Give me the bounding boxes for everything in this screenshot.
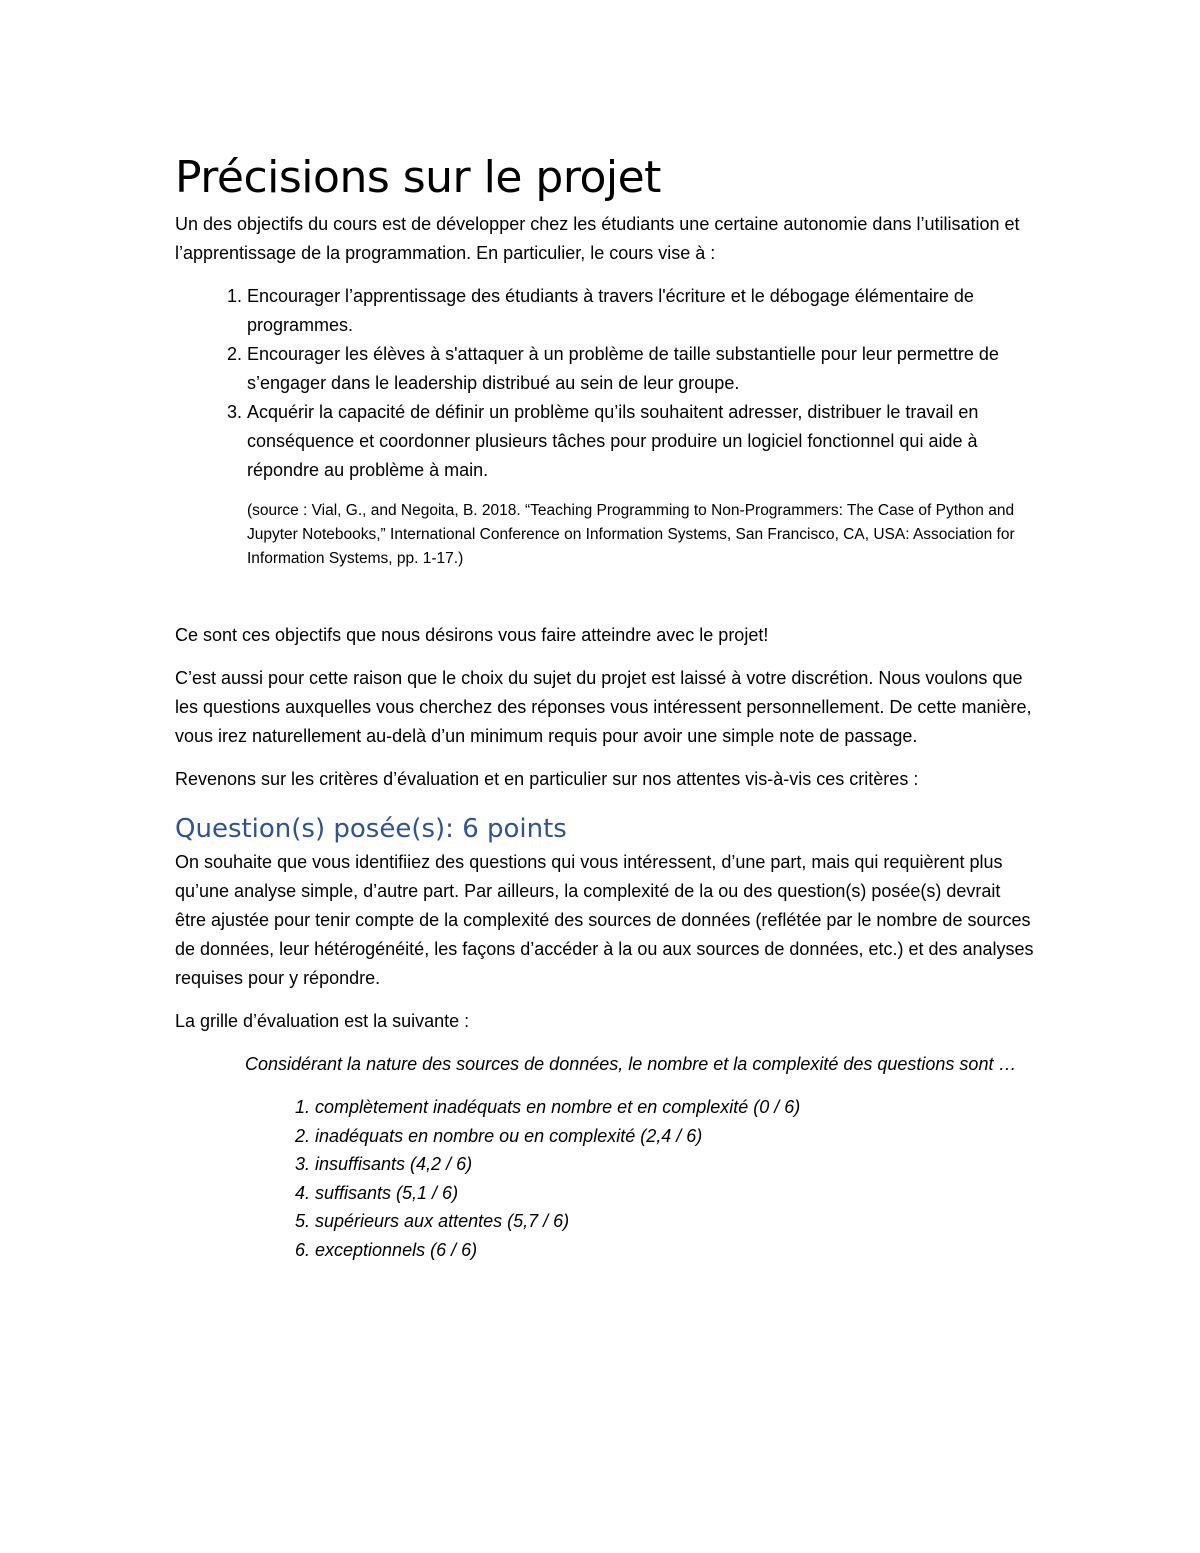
list-item: 5. supérieurs aux attentes (5,7 / 6) — [315, 1207, 1035, 1236]
page-title: Précisions sur le projet — [175, 152, 661, 203]
list-item: 1. Encourager l’apprentissage des étudiants à travers l'écriture et le débogage élémentaire de programmes. — [247, 282, 1035, 340]
section-paragraph: On souhaite que vous identifiiez des questions qui vous intéressent, d’une part, mais qui requièrent plus qu’une analyse simple, d’autre part. Par ailleurs, la complexité de la ou des question(s) posée(s) devrait être ajustée pour tenir compte de la complexité des sources de données (reflétée par le nombre de sources de données, leur hétérogénéité, les façons d’accéder à la ou aux sources de données, etc.) et des analyses requises pour y répondre. — [175, 852, 1034, 988]
list-item: 3. insuffisants (4,2 / 6) — [315, 1150, 1035, 1179]
spacer — [175, 571, 1035, 621]
list-item: 3. Acquérir la capacité de définir un problème qu’ils souhaitent adresser, distribuer le travail en conséquence et coordonner plusieurs tâches pour produire un logiciel fonctionnel qui aide à répondre au problème à main. — [247, 398, 1035, 485]
topic-choice-paragraph: C’est aussi pour cette raison que le choix du sujet du projet est laissé à votre discrétion. Nous voulons que les questions auxquelles vous cherchez des réponses vous intéressent personnellement. De cette manière, vous irez naturellement au-delà d’un minimum requis pour avoir une simple note de passage. — [175, 668, 1032, 746]
grading-grid-list — [175, 1093, 1035, 1264]
grid-intro: La grille d’évaluation est la suivante : — [175, 1011, 470, 1031]
section-heading-questions: Question(s) posée(s): 6 points — [175, 814, 567, 844]
list-item: 2. Encourager les élèves à s'attaquer à un problème de taille substantielle pour leur permettre de s’engager dans le leadership distribué au sein de leur groupe. — [247, 340, 1035, 398]
objectives-statement: Ce sont ces objectifs que nous désirons vous faire atteindre avec le projet! — [175, 625, 769, 645]
list-item: 4. suffisants (5,1 / 6) — [315, 1179, 1035, 1208]
list-item: 6. exceptionnels (6 / 6) — [315, 1236, 1035, 1265]
list-item: 2. inadéquats en nombre ou en complexité (2,4 / 6) — [315, 1122, 1035, 1151]
criteria-intro-paragraph: Revenons sur les critères d’évaluation et en particulier sur nos attentes vis-à-vis ces critères : — [175, 769, 919, 789]
list-item: 1. complètement inadéquats en nombre et en complexité (0 / 6) — [315, 1093, 1035, 1122]
source-citation: (source : Vial, G., and Negoita, B. 2018. “Teaching Programming to Non-Programmers: The Case of Python and Jupyter Notebooks,” International Conference on Information Systems, San Francisco, CA, USA: Association for Information Systems, pp. 1-17.) — [247, 502, 1015, 567]
objectives-list — [175, 282, 1035, 485]
intro-paragraph: Un des objectifs du cours est de développer chez les étudiants une certaine autonomie dans l’utilisation et l’apprentissage de la programmation. En particulier, le cours vise à : — [175, 214, 1020, 263]
document-page — [175, 150, 1035, 1264]
grid-quote: Considérant la nature des sources de données, le nombre et la complexité des questions sont … — [245, 1054, 1017, 1074]
